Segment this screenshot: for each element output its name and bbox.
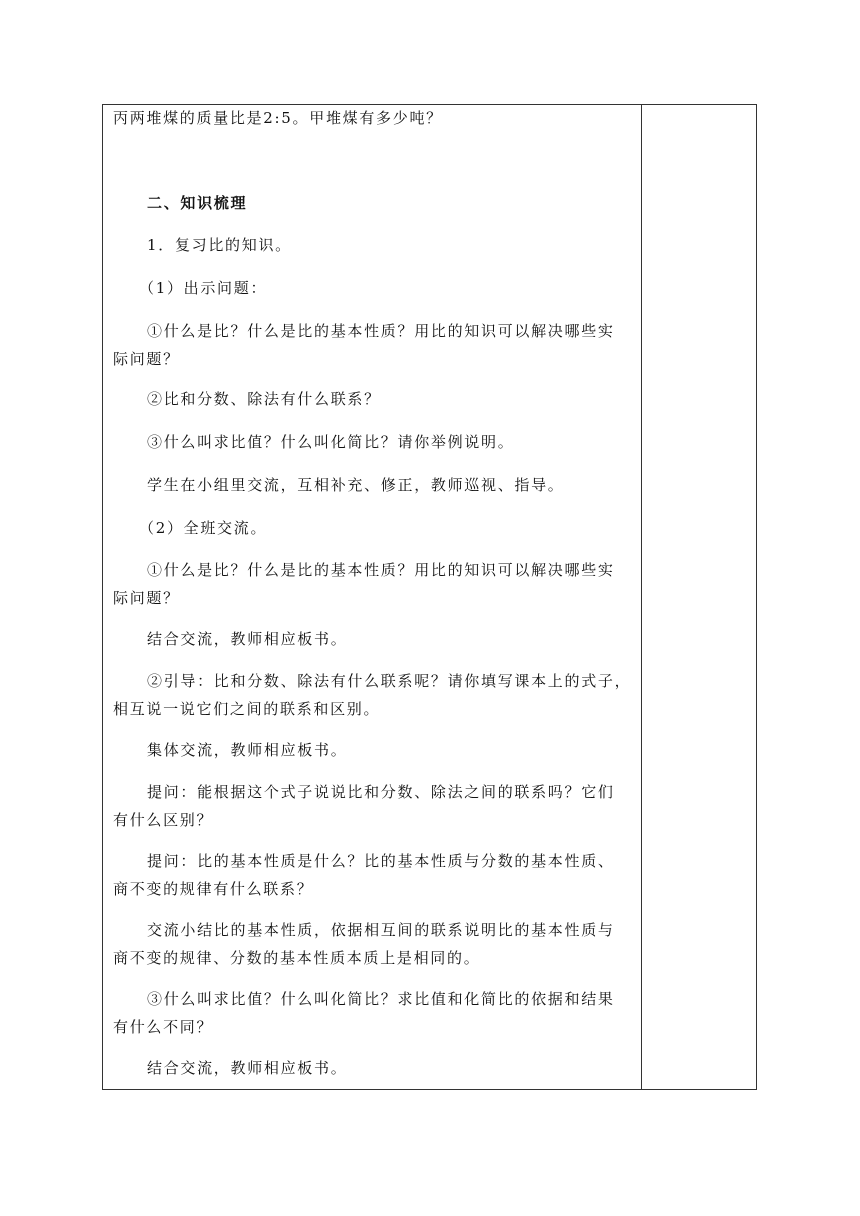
text-line: ②比和分数、除法有什么联系？ xyxy=(147,390,381,408)
text-line: 际问题？ xyxy=(113,350,180,368)
text-line: ③什么叫求比值？什么叫化简比？求比值和化简比的依据和结果 xyxy=(147,990,615,1008)
text-line: ①什么是比？什么是比的基本性质？用比的知识可以解决哪些实 xyxy=(147,322,615,340)
text-line: 商不变的规律有什么联系？ xyxy=(113,880,314,898)
text-line: （1）出示问题： xyxy=(139,279,268,297)
text-line: ①什么是比？什么是比的基本性质？用比的知识可以解决哪些实 xyxy=(147,561,615,579)
text-line: 商不变的规律、分数的基本性质本质上是相同的。 xyxy=(113,949,481,967)
notes-column xyxy=(642,105,756,1089)
text-line: 丙两堆煤的质量比是2:5。甲堆煤有多少吨？ xyxy=(113,109,443,127)
section-heading: 二、知识梳理 xyxy=(147,194,248,212)
text-line: 提问：比的基本性质是什么？比的基本性质与分数的基本性质、 xyxy=(147,852,615,870)
text-line: 际问题？ xyxy=(113,589,180,607)
text-line: ②引导：比和分数、除法有什么联系呢？请你填写课本上的式子， xyxy=(147,672,632,690)
text-line: 结合交流，教师相应板书。 xyxy=(147,1059,348,1077)
text-line: ③什么叫求比值？什么叫化简比？请你举例说明。 xyxy=(147,433,515,451)
text-line: 有什么不同？ xyxy=(113,1018,214,1036)
text-line: 结合交流，教师相应板书。 xyxy=(147,630,348,648)
text-line: 集体交流，教师相应板书。 xyxy=(147,741,348,759)
text-line: 相互说一说它们之间的联系和区别。 xyxy=(113,700,381,718)
text-line: 学生在小组里交流，互相补充、修正，教师巡视、指导。 xyxy=(147,476,565,494)
text-line: （2）全班交流。 xyxy=(139,519,268,537)
text-line: 交流小结比的基本性质，依据相互间的联系说明比的基本性质与 xyxy=(147,921,615,939)
lesson-table xyxy=(102,104,757,1090)
text-line: 1．复习比的知识。 xyxy=(147,236,292,254)
text-line: 有什么区别？ xyxy=(113,811,214,829)
text-line: 提问：能根据这个式子说说比和分数、除法之间的联系吗？它们 xyxy=(147,783,615,801)
